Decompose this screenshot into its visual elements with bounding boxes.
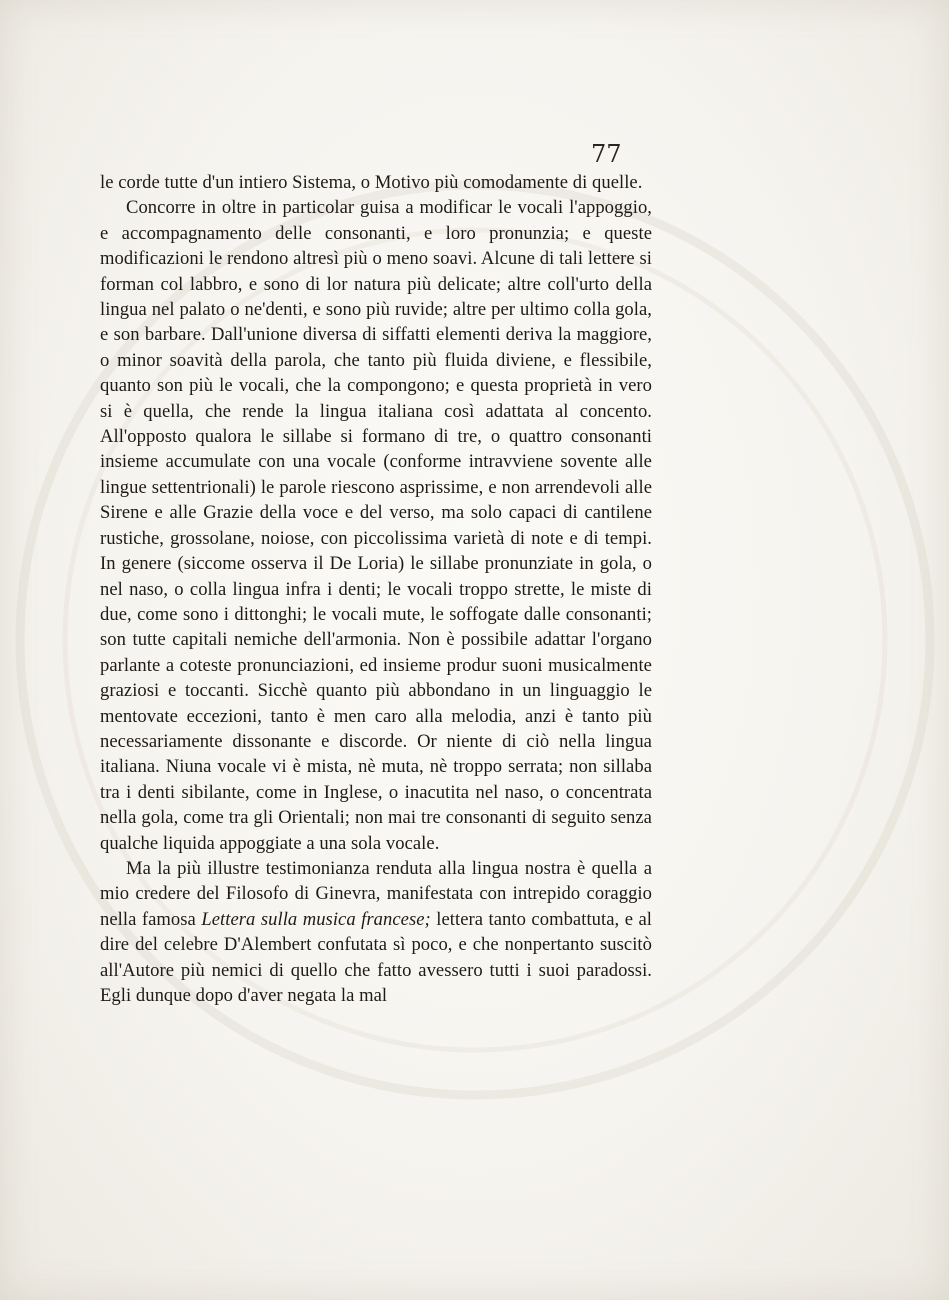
paragraph-3-italic-title: Lettera sulla musica francese; xyxy=(201,908,431,930)
paragraph-3 xyxy=(100,856,652,1008)
body-text xyxy=(100,170,652,1008)
paragraph-2: Concorre in oltre in particolar guisa a modificar le vocali l'appoggio, e accompagnamento delle consonanti, e loro pronunzia; e queste modificazioni le rendono altresì più o meno soavi. Alcune di tali lettere si forman col labbro, e sono di lor natura più delicate; altre coll'urto della lingua nel palato o ne'denti, e sono più ruvide; altre per ultimo colla gola, e son barbare. Dall'unione diversa di siffatti elementi deriva la maggiore, o minor soavità della parola, che tanto più fluida diviene, e flessibile, quanto son più le vocali, che la compongono; e questa proprietà in vero si è quella, che rende la lingua italiana così adattata al concento. All'opposto qualora le sillabe si formano di tre, o quattro consonanti insieme accumulate con una vocale (conforme intravviene sovente alle lingue settentrionali) le parole riescono asprissime, e non arrendevoli alle Sirene e alle Grazie della voce e del verso, ma solo capaci di cantilene rustiche, grossolane, noiose, con piccolissima varietà di note e di tempi. In genere (siccome osserva il De Loria) le sillabe pronunziate in gola, o nel naso, o colla lingua infra i denti; le vocali troppo strette, le miste di due, come sono i dittonghi; le vocali mute, le soffogate dalle consonanti; son tutte capitali nemiche dell'armonia. Non è possibile adattar l'organo parlante a coteste pronunciazioni, ed insieme produr suoni musicalmente graziosi e toccanti. Sicchè quanto più abbondano in un linguaggio le mentovate eccezioni, tanto è men caro alla melodia, anzi è tanto più necessariamente dissonante e discorde. Or niente di ciò nella lingua italiana. Niuna vocale vi è mista, nè muta, nè troppo serrata; non sillaba tra i denti sibilante, come in Inglese, o inacutita nel naso, o concentrata nella gola, come tra gli Orientali; non mai tre consonanti di seguito senza qualche liquida appoggiate a una sola vocale. xyxy=(100,197,652,854)
paragraph-3-text-after: lettera tanto combattuta, e al dire del celebre D'Alembert confutata sì poco, e che nonpertanto suscitò all'Autore più nemici di quello che fatto avessero tutti i suoi paradossi. Egli dunque dopo d'aver negata la mal xyxy=(100,908,652,1006)
paragraph-1: le corde tutte d'un intiero Sistema, o Motivo più comodamente di quelle. xyxy=(100,172,643,193)
paragraph-3-text-before: Ma la più illustre testimonianza renduta alla lingua nostra è quella a mio credere del Filosofo di Ginevra, manifestata con intrepido coraggio nella famosa xyxy=(100,857,652,930)
page-number: 77 xyxy=(591,140,622,168)
